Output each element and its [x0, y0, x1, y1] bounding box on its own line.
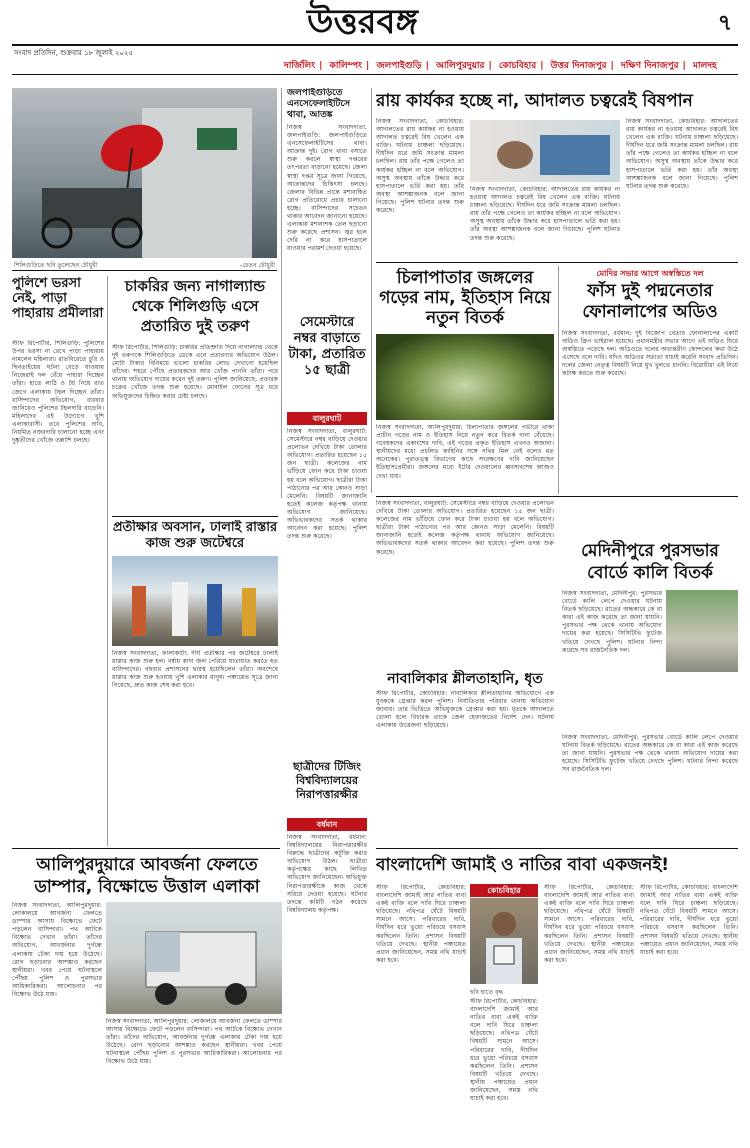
column-rule: [107, 276, 108, 846]
man-photo-caption: ছবি হাতে বৃদ্ধ: [470, 989, 504, 996]
road-photo-art: [112, 556, 278, 646]
story-ncd-body: নিজস্ব সংবাদদাতা, জলপাইগুড়ি: জলপাইগুড়িতে এনসেফেলাইটিসের থাবা। আক্রান্ত দুই। রোগ থাবা বসাতে শুরু করলে স্বাস্থ্য দপ্তরের তৎপরতা বাড়ানো হয়েছে। জেলা স্বাস্থ্য দপ্তর সূত্রে জানা গিয়েছে, আক্রান্তদের চিকিৎসা চলছে। জেলার বিভিন্ন প্রান্তে মশাবাহিত রোগ প্রতিরোধে প্রচার চালানো হচ্ছে। বাসিন্দাদের সচেতন থাকার আবেদন জানানো হয়েছে। এলাকায় মশানাশক তেল ছড়ানো শুরু করেছে প্রশাসন। জ্বর হলে দেরি না করে হাসপাতালে যাওয়ার পরামর্শ দেওয়া হয়েছে।: [287, 124, 367, 253]
ray-photo: [470, 120, 620, 182]
story-minor-body: স্টাফ রিপোর্টার, কোচবিহার: নাবালিকার শ্লীলতাহানির অভিযোগে এক যুবককে গ্রেপ্তার করল পুলিশ। নির্যাতিতার পরিবার থানায় অভিযোগ জানায়। তার ভিত্তিতে অভিযুক্তকে গ্রেপ্তার করা হয়। ধৃতকে আদালতে তোলা হলে বিচারক তাকে জেল হেফাজতের নির্দেশ দেন। ঘটনায় এলাকায় উত্তেজনা ছড়িয়েছে।: [376, 690, 554, 730]
nav-item: কোচবিহার: [498, 61, 537, 71]
story-naga-body: স্টাফ রিপোর্টার, শিলিগুড়ি: চাকরির প্রতিশ্রুতি দিয়ে নাগাল্যান্ড থেকে দুই তরুণকে শিলিগুড়িতে ডেকে এনে প্রতারণার অভিযোগ উঠল। মোটা টাকার বিনিময়ে ভালো চাকরির লোভ দেখানো হয়েছিল তাঁদের। শহরে পৌঁছে প্রতারকদের আর খোঁজ পাননি তাঁরা। পরে থানায় অভিযোগ দায়ের করেন দুই তরুণ। পুলিশ জানিয়েছে, প্রতারক চক্রের খোঁজে তদন্ত শুরু হয়েছে। মোবাইল ফোনের সূত্র ধরে অভিযুক্তদের চিহ্নিত করার চেষ্টা চলছে।: [112, 344, 278, 400]
rain-photo: [12, 88, 277, 258]
rule: [376, 848, 738, 849]
bardhaman-tag: বর্ধমান: [287, 818, 367, 831]
story-alipur-body-2: নিজস্ব সংবাদদাতা, আলিপুরদুয়ার: লোকালয়ে আবর্জনা ফেলতে ডাম্পার আসায় বিক্ষোভে ফেটে পড়লেন বাসিন্দারা। পথ আটকে বিক্ষোভ দেখান তাঁরা। তাঁদের অভিযোগ, আবর্জনার দুর্গন্ধে এলাকায় টেকা দায় হয়ে উঠেছে। রোগ ছড়ানোর আশঙ্কাও করছেন স্থানীয়রা। খবর পেয়ে ঘটনাস্থলে পৌঁছয় পুলিশ ও পুরসভার আধিকারিকরা। আলোচনার পর বিক্ষোভ উঠে যায়।: [106, 1018, 282, 1066]
story-naga-head: চাকরির জন্য নাগাল্যান্ড থেকে শিলিগুড়ি এসে প্রতারিত দুই তরুণ: [124, 277, 266, 335]
story-audio-head: ফাঁস দুই পদ্মনেতার ফোনালাপের অডিও: [582, 281, 718, 322]
story-ragging-body: নিজস্ব সংবাদদাতা, বর্ধমান: বিশ্ববিদ্যালয়ের নিরাপত্তারক্ষীর বিরুদ্ধে ছাত্রীদের কটূক্তি করার অভিযোগ উঠল। ছাত্রীরা কর্তৃপক্ষের কাছে লিখিত অভিযোগ জানিয়েছেন। অভিযুক্ত নিরাপত্তারক্ষীকে কাজ থেকে সরিয়ে দেওয়া হয়েছে। ঘটনার তদন্তে কমিটি গঠন করেছে বিশ্ববিদ্যালয় কর্তৃপক্ষ।: [287, 834, 367, 914]
story-bd-body-2: স্টাফ রিপোর্টার, কোচবিহার: বাংলাদেশি জামাই আর নাতির বাবা একই ব্যক্তি বলে দাবি ঘিরে চাঞ্চল্য ছড়িয়েছে। নথিপত্র ঘেঁটে বিষয়টি সামনে আসে। পরিবারের দাবি, দীর্ঘদিন ধরে ভুয়ো পরিচয়ে বসবাস করছিলেন তিনি। প্রশাসন বিষয়টি খতিয়ে দেখছে। স্থানীয় পঞ্চায়েত প্রধান জানিয়েছেন, সমস্ত নথি যাচাই করা হবে।: [544, 884, 634, 964]
rule: [112, 516, 278, 517]
man-photo: [470, 898, 538, 984]
rule: [12, 270, 277, 271]
story-road-body: নিজস্ব সংবাদদাতা, ফালাকাটা: দীর্ঘ প্রতীক্ষার পর জটেশ্বরে ঢালাই রাস্তার কাজ শুরু হল। বর্ষায় কাদা জল পেরিয়ে যাতায়াত করতে হত বাসিন্দাদের। বহুবার প্রশাসনের দ্বারস্থ হয়েছিলেন তাঁরা। অবশেষে রাস্তার কাজ শুরু হওয়ায় খুশি এলাকার মানুষ। পঞ্চায়েত সূত্রে জানা গিয়েছে, দ্রুত কাজ শেষ করা হবে।: [112, 650, 278, 690]
district-nav: দার্জিলিং | কালিম্পং | জলপাইগুড়ি | আলিপুরদুয়ার | কোচবিহার | উত্তর দিনাজপুর | দক্ষিণ দিনাজপুর | মালদহ: [284, 61, 717, 71]
story-alipur-body: নিজস্ব সংবাদদাতা, আলিপুরদুয়ার: লোকালয়ে আবর্জনা ফেলতে ডাম্পার আসায় বিক্ষোভে ফেটে পড়লেন বাসিন্দারা। পথ আটকে বিক্ষোভ দেখান তাঁরা। তাঁদের অভিযোগ, আবর্জনার দুর্গন্ধে এলাকায় টেকা দায় হয়ে উঠেছে। রোগ ছড়ানোর আশঙ্কাও করছেন স্থানীয়রা। খবর পেয়ে ঘটনাস্থলে পৌঁছয় পুলিশ ও পুরসভার আধিকারিকরা। আলোচনার পর বিক্ষোভ উঠে যায়।: [12, 902, 102, 999]
rule: [376, 262, 738, 263]
dateline: সংবাদ প্রতিদিন, শুক্রবার ১৮ জুলাই ২০২৫: [14, 49, 134, 57]
story-ray-head: রায় কার্যকর হচ্ছে না, আদালত চত্বরেই বিষপান: [376, 91, 693, 111]
story-audio-body: নিজস্ব সংবাদদাতা, বর্ধমান: দুই বিজেপি নেতার ফোনালাপের একটি অডিও ক্লিপ ভাইরাল হয়েছে। প্রধানমন্ত্রীর সভার আগে এই অডিও ঘিরে অস্বস্তিতে পড়েছে দল। অডিওতে দলের অভ্যন্তরীণ কোন্দলের কথা উঠে এসেছে বলে দাবি। যদিও অডিওর সত্যতা যাচাই করেনি সংবাদ প্রতিদিন। দলের জেলা নেতৃত্ব বিষয়টি নিয়ে মুখ খুলতে চাননি। বিরোধীরা এই নিয়ে কটাক্ষ করতে শুরু করেছে।: [562, 330, 738, 378]
story-semester-head: সেমেস্টারে নম্বর বাড়াতে টাকা, প্রতারিত ১৫ ছাত্রী: [288, 315, 366, 378]
nav-item: কালিম্পং: [329, 61, 363, 71]
story-alipur-head: আলিপুরদুয়ারে আবর্জনা ফেলতে ডাম্পার, বিক্ষোভে উত্তাল এলাকা: [34, 855, 260, 897]
nav-item: মালদহ: [692, 61, 717, 71]
dumper-photo-art: [106, 902, 282, 1014]
story-police-body: স্টাফ রিপোর্টার, শিলিগুড়ি: পুলিশের উপর ভরসা না রেখে পাড়া পাহারায় নামলেন মহিলারা। রাতবিরেতে চুরি ও ছিনতাইয়ের ঘটনা বেড়ে যাওয়ায় নিজেরাই দল বেঁধে পাহারা দিচ্ছেন তাঁরা। হাতে লাঠি ও টর্চ নিয়ে রাত জেগে এলাকায় টহল দিচ্ছেন তাঁরা। বাসিন্দাদের অভিযোগ, বারবার জানিয়েও পুলিশের টহলদারি বাড়েনি। মহিলাদের এই উদ্যোগে খুশি এলাকাবাসী। তবে পুলিশের দাবি, নিয়মিত নজরদারি চালানো হচ্ছে এবং দুষ্কৃতীদের খোঁজে তল্লাশি চলছে।: [12, 340, 104, 445]
story-tea-body: নিজস্ব সংবাদদাতা, আলিপুরদুয়ার: চিলাপাতার জঙ্গলের গভীরে থাকা প্রাচীন গড়ের নাম ও ইতিহাস নিয়ে নতুন করে বিতর্ক দানা বেঁধেছে। গবেষকদের একাংশের দাবি, এই গড়ের প্রকৃত ইতিহাস এখনও অজানা। স্থানীয়দের মধ্যে প্রচলিত কাহিনির সঙ্গে নথির মিল নেই বলেও মত অনেকের। পুরাতত্ত্ব বিভাগের কাছে সংরক্ষণের দাবি জানিয়েছেন ইতিহাসপ্রেমীরা। জঙ্গলের মধ্যে ইটের দেওয়ালের ধ্বংসাবশেষ আজও দেখা যায়।: [376, 424, 554, 480]
story-bd-body-4: স্টাফ রিপোর্টার, কোচবিহার: বাংলাদেশি জামাই আর নাতির বাবা একই ব্যক্তি বলে দাবি ঘিরে চাঞ্চল্য ছড়িয়েছে। নথিপত্র ঘেঁটে বিষয়টি সামনে আসে। পরিবারের দাবি, দীর্ঘদিন ধরে ভুয়ো পরিচয়ে বসবাস করছিলেন তিনি। প্রশাসন বিষয়টি খতিয়ে দেখছে। স্থানীয় পঞ্চায়েত প্রধান জানিয়েছেন, সমস্ত নথি যাচাই করা হবে।: [470, 998, 538, 1103]
balurghat-tag: বালুরঘাট: [287, 412, 367, 425]
story-ray-body: নিজস্ব সংবাদদাতা, কোচবিহার: আদালতের রায় কার্যকর না হওয়ায় আদালত চত্বরেই বিষ খেলেন এক ব্যক্তি। ঘটনায় চাঞ্চল্য ছড়িয়েছে। দীর্ঘদিন ধরে জমি সংক্রান্ত মামলা চলছিল। রায় তাঁর পক্ষে গেলেও তা কার্যকর হচ্ছিল না বলে অভিযোগ। অসুস্থ অবস্থায় তাঁকে উদ্ধার করে হাসপাতালে ভর্তি করা হয়। তাঁর অবস্থা আশঙ্কাজনক বলে জানা গিয়েছে। পুলিশ ঘটনার তদন্ত শুরু করেছে।: [376, 118, 464, 215]
story-semester-body: নিজস্ব সংবাদদাতা, বালুরঘাট: সেমেস্টারে নম্বর বাড়িয়ে দেওয়ার প্রলোভন দেখিয়ে টাকা তোলার অভিযোগ। প্রতারিত হয়েছেন ১৫ জন ছাত্রী। কলেজের নাম ভাঁড়িয়ে ফোন করে টাকা চাওয়া হয় বলে অভিযোগ। ছাত্রীরা টাকা পাঠানোর পর আর কোনও সাড়া মেলেনি। বিষয়টি জানাজানি হতেই কলেজ কর্তৃপক্ষ থানায় অভিযোগ জানিয়েছে। অভিভাবকদের সতর্ক থাকার আবেদন করা হয়েছে। পুলিশ তদন্ত শুরু করেছে।: [287, 428, 367, 541]
story-bd-body-3: স্টাফ রিপোর্টার, কোচবিহার: বাংলাদেশি জামাই আর নাতির বাবা একই ব্যক্তি বলে দাবি ঘিরে চাঞ্চল্য ছড়িয়েছে। নথিপত্র ঘেঁটে বিষয়টি সামনে আসে। পরিবারের দাবি, দীর্ঘদিন ধরে ভুয়ো পরিচয়ে বসবাস করছিলেন তিনি। প্রশাসন বিষয়টি খতিয়ে দেখছে। স্থানীয় পঞ্চায়েত প্রধান জানিয়েছেন, সমস্ত নথি যাচাই করা হবে।: [640, 884, 738, 956]
coochbehar-tag: কোচবিহার: [470, 884, 538, 897]
ray-photo-art: [470, 120, 620, 182]
story-ragging-head: ছাত্রীদের টিজিং বিশ্ববিদ্যালয়ের নিরাপত্তারক্ষীর: [292, 760, 362, 801]
masthead-rule: [12, 44, 738, 46]
story-medini-body-2: নিজস্ব সংবাদদাতা, মেদিনীপুর: পুরসভার বোর্ডে কালি লেপে দেওয়ার ঘটনায় বিতর্ক ছড়িয়েছে। রাতের অন্ধকারে কে বা কারা এই কাজ করেছে তা জানা যায়নি। পুরসভার পক্ষ থেকে থানায় অভিযোগ দায়ের করা হয়েছে। সিসিটিভি ফুটেজ খতিয়ে দেখছে পুলিশ। ঘটনার নিন্দা করেছে সব রাজনৈতিক দল।: [562, 734, 738, 774]
column-rule: [281, 88, 282, 498]
nav-item: উত্তর দিনাজপুর: [550, 61, 607, 71]
rule: [12, 848, 280, 849]
masthead: [12, 0, 738, 44]
rain-photo-credit: –চেতন চৌধুরী: [239, 262, 275, 269]
road-photo: [112, 556, 278, 646]
story-tea-head: চিলাপাতার জঙ্গলের গড়ের নাম, ইতিহাস নিয়ে নতুন বিতর্ক: [379, 268, 551, 328]
rain-photo-caption: শিলিগুড়িতে ছবি তুলেছেন চৌধুরী: [14, 262, 98, 269]
column-rule: [558, 266, 559, 494]
rain-photo-art: [12, 88, 277, 258]
masthead-title: উত্তরবঙ্গ: [307, 2, 418, 42]
story-bd-head: বাংলাদেশি জামাই ও নাতির বাবা একজনই!: [376, 855, 670, 875]
story-audio-kicker: মোদির সভার আগে অস্বস্তিতে দল: [596, 269, 704, 278]
story-minor-head: নাবালিকার শ্লীলতাহানি, ধৃত: [387, 671, 543, 687]
rule: [376, 496, 738, 497]
story-road-head: প্রতীক্ষার অবসান, ঢালাই রাস্তার কাজ শুরু জটেশ্বরে: [112, 520, 278, 551]
story-medini-head: মেদিনীপুরে পুরসভার বোর্ডে কালি বিতর্ক: [581, 541, 719, 583]
story-ncd-head: জলপাইগুড়িতে এনসেফেলাইটিসে থাবা, আতঙ্ক: [287, 88, 351, 120]
nav-item: আলিপুরদুয়ার: [436, 61, 485, 71]
story-ray-body-2: নিজস্ব সংবাদদাতা, কোচবিহার: আদালতের রায় কার্যকর না হওয়ায় আদালত চত্বরেই বিষ খেলেন এক ব্যক্তি। ঘটনায় চাঞ্চল্য ছড়িয়েছে। দীর্ঘদিন ধরে জমি সংক্রান্ত মামলা চলছিল। রায় তাঁর পক্ষে গেলেও তা কার্যকর হচ্ছিল না বলে অভিযোগ। অসুস্থ অবস্থায় তাঁকে উদ্ধার করে হাসপাতালে ভর্তি করা হয়। তাঁর অবস্থা আশঙ্কাজনক বলে জানা গিয়েছে। পুলিশ ঘটনার তদন্ত শুরু করেছে।: [470, 186, 620, 242]
story-naga-continued: নিজস্ব সংবাদদাতা, বালুরঘাট: সেমেস্টারে নম্বর বাড়িয়ে দেওয়ার প্রলোভন দেখিয়ে টাকা তোলার অভিযোগ। প্রতারিত হয়েছেন ১৫ জন ছাত্রী। কলেজের নাম ভাঁড়িয়ে ফোন করে টাকা চাওয়া হয় বলে অভিযোগ। ছাত্রীরা টাকা পাঠানোর পর আর কোনও সাড়া মেলেনি। বিষয়টি জানাজানি হতেই কলেজ কর্তৃপক্ষ থানায় অভিযোগ জানিয়েছে। অভিভাবকদের সতর্ক থাকার আবেদন করা হয়েছে। পুলিশ তদন্ত শুরু করেছে।: [376, 500, 554, 556]
nav-item: দক্ষিণ দিনাজপুর: [620, 61, 679, 71]
column-rule: [371, 88, 372, 493]
story-ray-body-3: নিজস্ব সংবাদদাতা, কোচবিহার: আদালতের রায় কার্যকর না হওয়ায় আদালত চত্বরেই বিষ খেলেন এক ব্যক্তি। ঘটনায় চাঞ্চল্য ছড়িয়েছে। দীর্ঘদিন ধরে জমি সংক্রান্ত মামলা চলছিল। রায় তাঁর পক্ষে গেলেও তা কার্যকর হচ্ছিল না বলে অভিযোগ। অসুস্থ অবস্থায় তাঁকে উদ্ধার করে হাসপাতালে ভর্তি করা হয়। তাঁর অবস্থা আশঙ্কাজনক বলে জানা গিয়েছে। পুলিশ ঘটনার তদন্ত শুরু করেছে।: [626, 118, 738, 190]
man-photo-art: [470, 898, 538, 984]
board-photo: [666, 590, 738, 672]
nav-item: জলপাইগুড়ি: [376, 61, 422, 71]
nav-item: দার্জিলিং: [284, 61, 316, 71]
story-bd-body: স্টাফ রিপোর্টার, কোচবিহার: বাংলাদেশি জামাই আর নাতির বাবা একই ব্যক্তি বলে দাবি ঘিরে চাঞ্চল্য ছড়িয়েছে। নথিপত্র ঘেঁটে বিষয়টি সামনে আসে। পরিবারের দাবি, দীর্ঘদিন ধরে ভুয়ো পরিচয়ে বসবাস করছিলেন তিনি। প্রশাসন বিষয়টি খতিয়ে দেখছে। স্থানীয় পঞ্চায়েত প্রধান জানিয়েছেন, সমস্ত নথি যাচাই করা হবে।: [376, 884, 466, 964]
forest-photo: [376, 334, 554, 420]
story-medini-body: নিজস্ব সংবাদদাতা, মেদিনীপুর: পুরসভার বোর্ডে কালি লেপে দেওয়ার ঘটনায় বিতর্ক ছড়িয়েছে। রাতের অন্ধকারে কে বা কারা এই কাজ করেছে তা জানা যায়নি। পুরসভার পক্ষ থেকে থানায় অভিযোগ দায়ের করা হয়েছে। সিসিটিভি ফুটেজ খতিয়ে দেখছে পুলিশ। ঘটনার নিন্দা করেছে সব রাজনৈতিক দল।: [562, 590, 662, 654]
page-number: ৭: [717, 10, 732, 36]
story-police-head: পুলিশে ভরসা নেই, পাড়া পাহারায় প্রমীলারা: [12, 276, 104, 321]
dumper-photo: [106, 902, 282, 1014]
nav-rule: [12, 74, 738, 75]
